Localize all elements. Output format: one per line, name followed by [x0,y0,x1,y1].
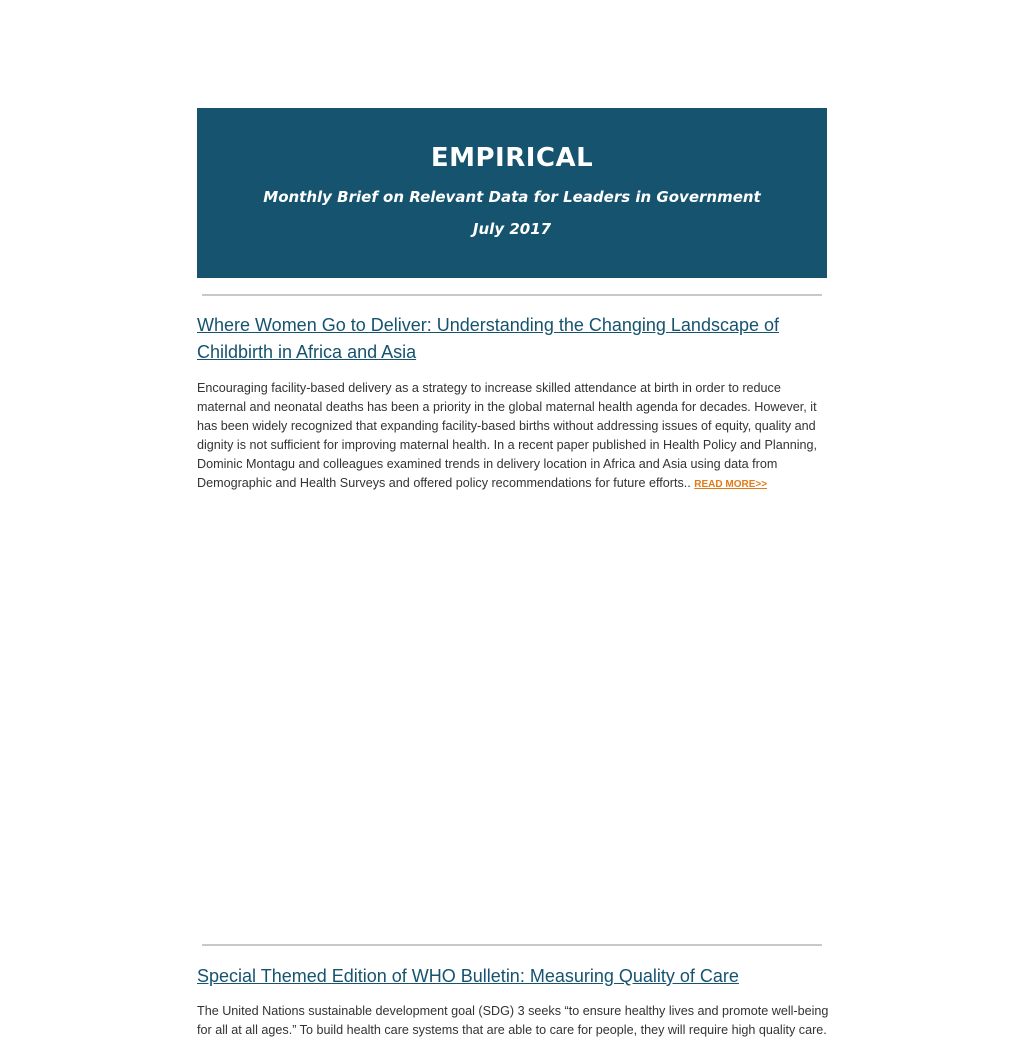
issue-date: July 2017 [472,220,552,238]
header-banner [197,108,827,278]
article-summary [197,379,829,494]
read-more-link[interactable]: READ MORE>> [694,479,768,490]
article-summary [197,1002,829,1040]
article [197,312,829,494]
article-summary-text: Encouraging facility-based delivery as a strategy to increase skilled attendance at birth in order to reduce maternal and neonatal deaths has been a priority in the global maternal health agenda for decades. However, it has been widely recognized that expanding facility-based births without addressing issues of equity, quality and dignity is not sufficient for improving maternal health. In a recent paper published in Health Policy and Planning, Dominic Montagu and colleagues examined trends in delivery location in Africa and Asia using data from Demographic and Health Surveys and offered policy recommendations for future efforts.. [197,381,818,490]
section-divider [202,294,822,296]
article-title-link[interactable]: Special Themed Edition of WHO Bulletin: Measuring Quality of Care [197,966,739,986]
article-title-link[interactable]: Where Women Go to Deliver: Understanding the Changing Landscape of Childbirth in Africa and Asia [197,315,780,362]
section-divider [202,944,822,946]
article-summary-text: The United Nations sustainable development goal (SDG) 3 seeks “to ensure healthy lives and promote well-being for all at all ages.” To build health care systems that are able to care for people, they will require high quality care. [197,1004,829,1037]
newsletter-title: EMPIRICAL [430,143,594,173]
newsletter-subtitle: Monthly Brief on Relevant Data for Leaders in Government [263,188,761,206]
article [197,963,829,1040]
